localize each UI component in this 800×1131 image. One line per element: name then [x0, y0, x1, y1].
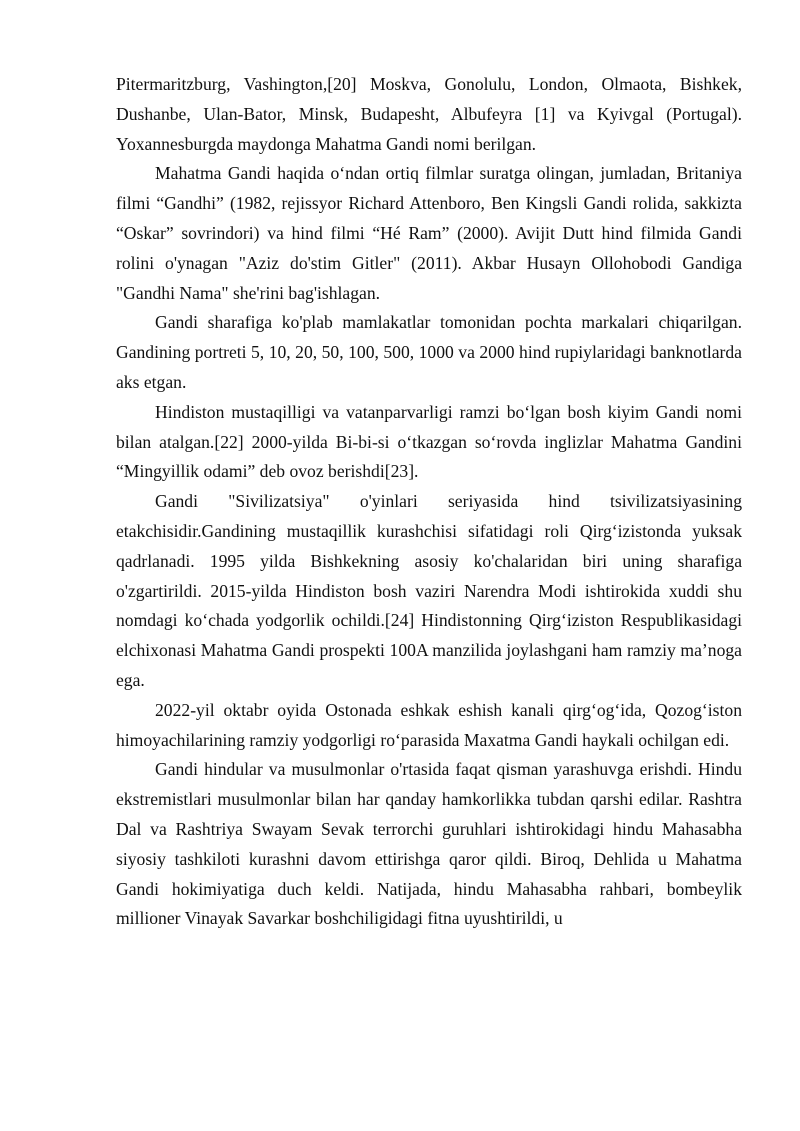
paragraph: Mahatma Gandi haqida oʻndan ortiq filmlar suratga olingan, jumladan, Britaniya filmi “Gandhi” (1982, rejissyor Richard Attenboro, Ben Kingsli Gandi rolida, sakkizta “Oskar” sovrindori) va hind filmi “Hé Ram” (2000). Avijit Dutt hind filmida Gandi rolini o'ynagan "Aziz do'stim Gitler" (2011). Akbar Husayn Ollohobodi Gandiga "Gandhi Nama" she'rini bag'ishlagan.	[116, 163, 742, 303]
paragraph: 2022-yil oktabr oyida Ostonada eshkak eshish kanali qirgʻogʻida, Qozogʻiston himoyachilarining ramziy yodgorligi roʻparasida Maxatma Gandi haykali ochilgan edi.	[116, 699, 742, 750]
paragraph: Hindiston mustaqilligi va vatanparvarligi ramzi boʻlgan bosh kiyim Gandi nomi bilan atalgan.[22] 2000-yilda Bi-bi-si oʻtkazgan soʻrovda inglizlar Mahatma Gandini “Mingyillik odami” deb ovoz berishdi[23].	[116, 401, 742, 482]
paragraph: Gandi hindular va musulmonlar o'rtasida faqat qisman yarashuvga erishdi. Hindu ekstremistlari musulmonlar bilan har qanday hamkorlikka tubdan qarshi edilar. Rashtra Dal va Rashtriya Swayam Sevak terrorchi guruhlari ishtirokidagi hindu Mahasabha siyosiy tashkiloti kurashni davom ettirishga qaror qildi. Biroq, Dehlida u Mahatma Gandi hokimiyatiga duch keldi. Natijada, hindu Mahasabha rahbari, bombeylik millioner Vinayak Savarkar boshchiligidagi fitna uyushtirildi, u	[116, 759, 742, 929]
paragraph: Pitermaritzburg, Vashington,[20] Moskva, Gonolulu, London, Olmaota, Bishkek, Dushanbe, Ulan-Bator, Minsk, Budapesht, Albufeyra [1] va Kyivgal (Portugal). Yoxannesburgda maydonga Mahatma Gandi nomi berilgan.	[116, 74, 742, 154]
document-body	[116, 70, 742, 934]
paragraph: Gandi "Sivilizatsiya" o'yinlari seriyasida hind tsivilizatsiyasining etakchisidir.Gandining mustaqillik kurashchisi sifatidagi roli Qirgʻizistonda yuksak qadrlanadi. 1995 yilda Bishkekning asosiy ko'chalaridan biri uning sharafiga o'zgartirildi. 2015-yilda Hindiston bosh vaziri Narendra Modi ishtirokida xuddi shu nomdagi koʻchada yodgorlik ochildi.[24] Hindistonning Qirgʻiziston Respublikasidagi elchixonasi Mahatma Gandi prospekti 100A manzilida joylashgani ham ramziy maʼnoga ega.	[116, 491, 742, 690]
paragraph: Gandi sharafiga ko'plab mamlakatlar tomonidan pochta markalari chiqarilgan. Gandining portreti 5, 10, 20, 50, 100, 500, 1000 va 2000 hind rupiylaridagi banknotlarda aks etgan.	[116, 312, 742, 392]
